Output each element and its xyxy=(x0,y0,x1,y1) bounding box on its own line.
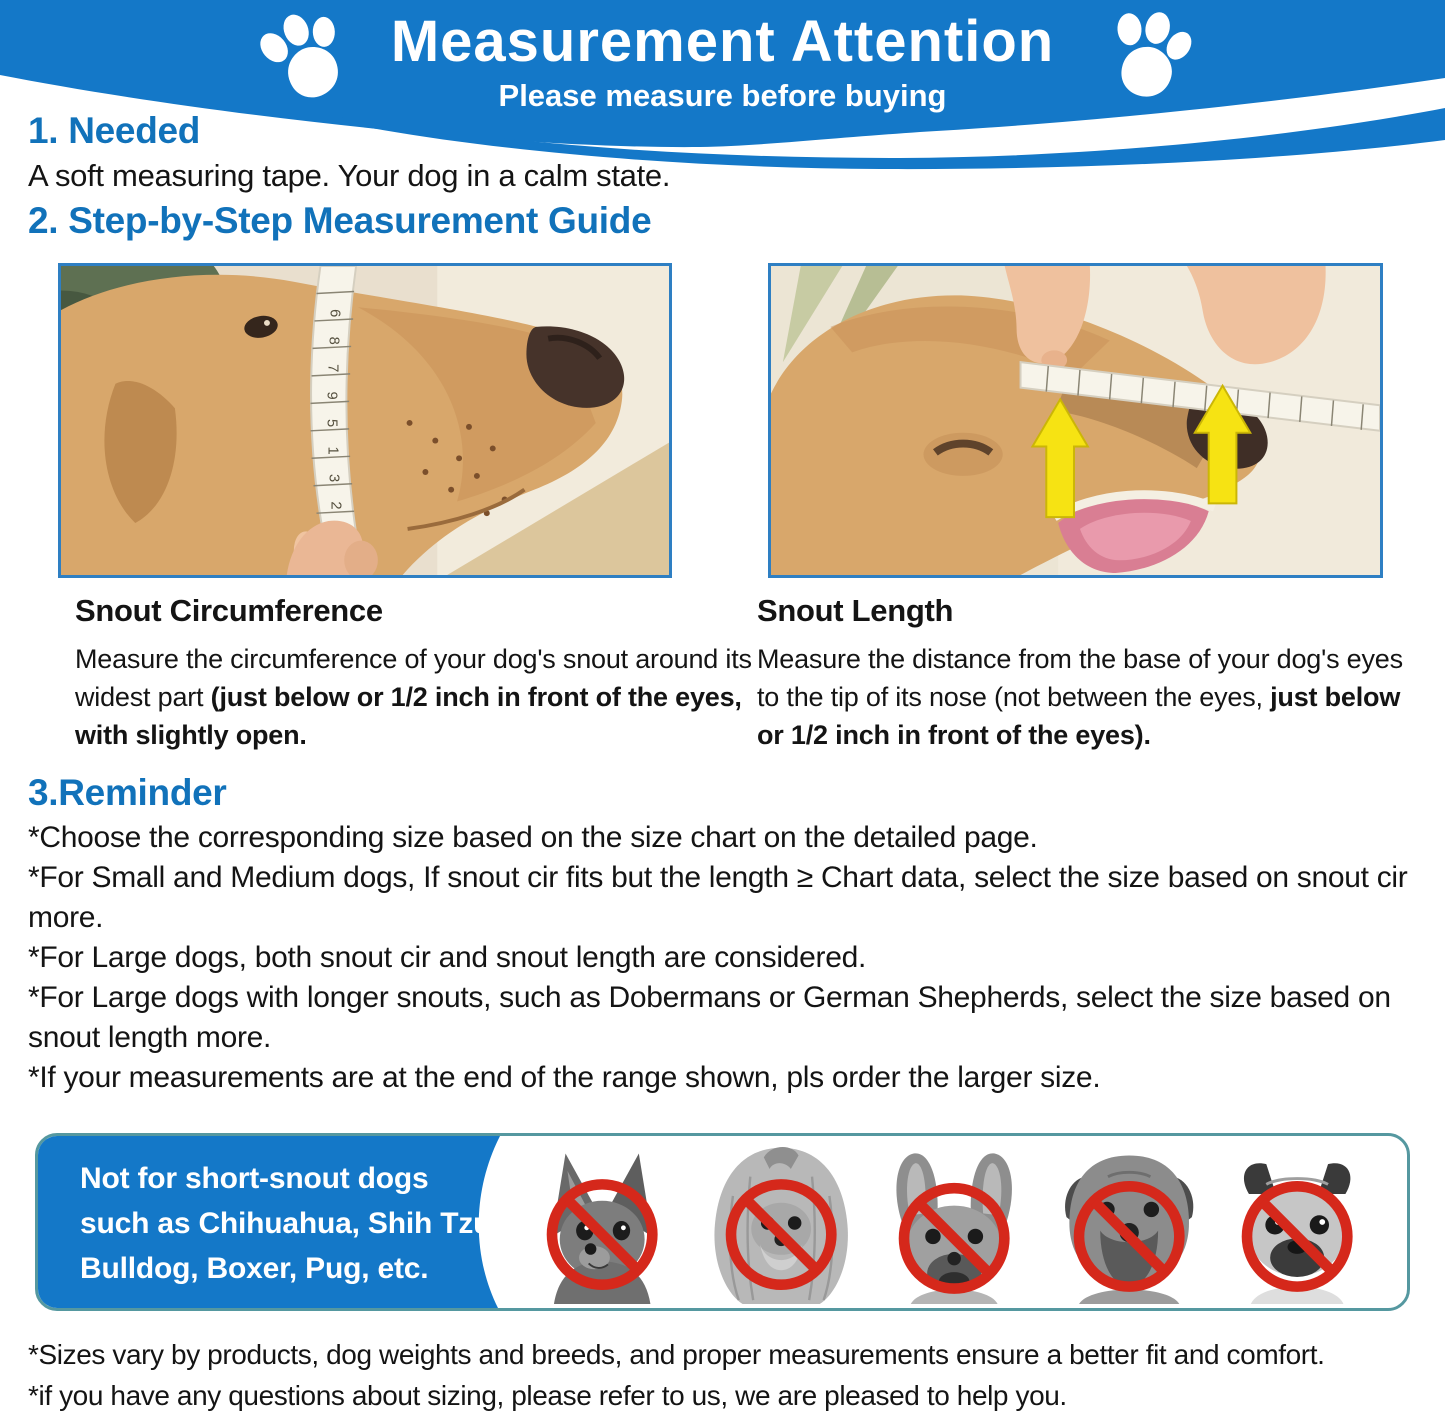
svg-text:6: 6 xyxy=(326,309,343,318)
page-title: Measurement Attention xyxy=(390,9,1055,74)
section-heading-guide: 2. Step-by-Step Measurement Guide xyxy=(28,200,652,241)
reminder-item: *For Large dogs with longer snouts, such as Dobermans or German Shepherds, select the size based on snout length more. xyxy=(28,981,1391,1054)
dog-chihuahua-image xyxy=(525,1140,673,1304)
svg-text:8: 8 xyxy=(325,336,342,345)
svg-text:2: 2 xyxy=(327,501,344,510)
dog-french-bulldog-image xyxy=(877,1140,1013,1304)
caption-text: Measure the circumference of your dog's snout around its widest part (just below or 1/2 inch in front of the eyes, with slightly open. xyxy=(75,644,752,750)
reminder-item: *If your measurements are at the end of the range shown, pls order the larger size. xyxy=(28,1061,1101,1094)
caption-title: Snout Circumference xyxy=(75,593,383,628)
needed-text: A soft measuring tape. Your dog in a calm state. xyxy=(28,158,671,193)
svg-text:1: 1 xyxy=(324,446,341,455)
reminder-item: *For Small and Medium dogs, If snout cir fits but the length ≥ Chart data, select the size based on snout cir more. xyxy=(28,861,1408,934)
svg-text:3: 3 xyxy=(325,473,342,483)
dog-circumference-illustration xyxy=(61,266,669,575)
photo-snout-circumference xyxy=(58,263,672,578)
dog-pug-image xyxy=(1220,1140,1366,1304)
not-for-short-snout-box xyxy=(35,1133,1410,1311)
reminder-item: *For Large dogs, both snout cir and snout length are considered. xyxy=(28,941,867,974)
svg-text:5: 5 xyxy=(323,419,340,428)
reminder-list xyxy=(28,818,1430,1098)
reminder-item: *Choose the corresponding size based on the size chart on the detailed page. xyxy=(28,821,1038,854)
dog-shihtzu-image xyxy=(704,1140,844,1304)
page-subtitle: Please measure before buying xyxy=(498,78,947,113)
footer-notes xyxy=(28,1334,1445,1416)
caption-text: Measure the distance from the base of your dog's eyes to the tip of its nose (not between the eyes, just below or 1/2 inch in front of the eyes). xyxy=(757,644,1403,750)
caption-snout-length xyxy=(757,592,1425,754)
section-heading-needed: 1. Needed xyxy=(28,110,201,151)
caption-snout-circumference xyxy=(75,592,759,754)
photo-snout-length xyxy=(768,263,1383,578)
dog-length-illustration xyxy=(771,266,1380,575)
svg-text:9: 9 xyxy=(323,391,340,400)
dog-boxer-image xyxy=(1052,1140,1194,1304)
footer-line: *if you have any questions about sizing, please refer to us, we are pleased to help you. xyxy=(28,1380,1067,1411)
caption-title: Snout Length xyxy=(757,593,954,628)
svg-text:7: 7 xyxy=(324,364,341,373)
not-for-text: Not for short-snout dogs such as Chihuahua, Shih Tzu, Bulldog, Boxer, Pug, etc. xyxy=(80,1162,500,1285)
section-heading-reminder: 3.Reminder xyxy=(28,772,227,813)
footer-line: *Sizes vary by products, dog weights and breeds, and proper measurements ensure a better fit and comfort. xyxy=(28,1339,1325,1370)
